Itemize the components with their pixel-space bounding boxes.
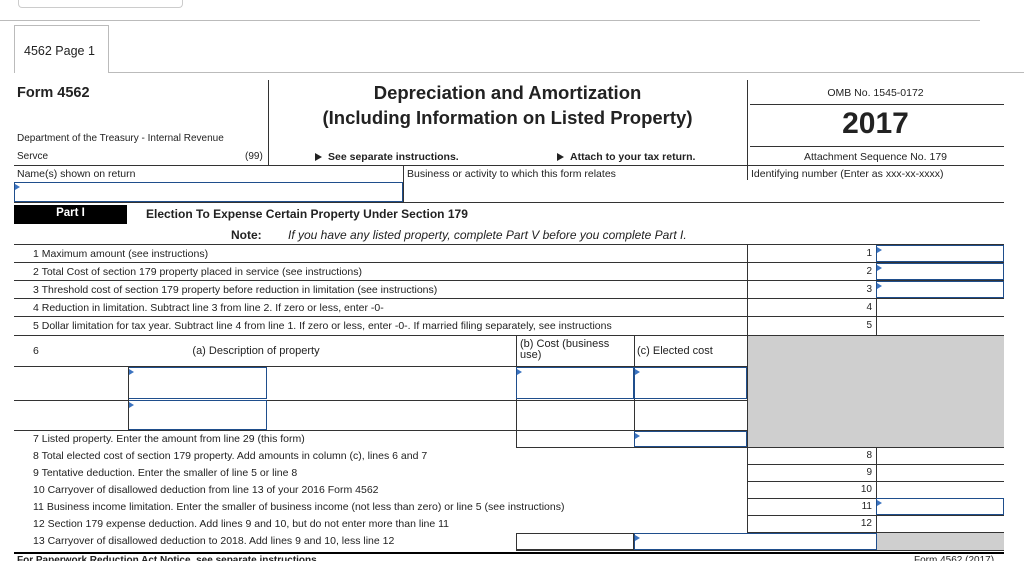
- row2-description-input[interactable]: [128, 400, 267, 430]
- line-num-2: 2: [866, 266, 872, 277]
- dept-line1: Department of the Treasury - Internal Revenue: [17, 133, 224, 144]
- line-4-value: [877, 299, 1004, 316]
- line-3: 3 Threshold cost of section 179 property before reduction in limitation (see instructions): [33, 284, 438, 296]
- line-1-input[interactable]: [876, 245, 1004, 262]
- tax-year: 2017: [842, 107, 909, 140]
- row1-elected-input[interactable]: [634, 367, 747, 399]
- dept-line2: Servce: [17, 151, 49, 162]
- col-a-header: (a) Description of property: [192, 345, 320, 357]
- line-6: 6: [33, 345, 39, 357]
- line-3-input[interactable]: [876, 281, 1004, 298]
- line-11-input[interactable]: [876, 498, 1004, 515]
- line-13-input[interactable]: [634, 533, 877, 550]
- line-num-5: 5: [866, 320, 872, 331]
- col-c-header: (c) Elected cost: [637, 345, 713, 357]
- name-input[interactable]: [14, 182, 403, 202]
- line-num-12: 12: [860, 518, 872, 529]
- see-instructions: [315, 151, 459, 163]
- line-2: 2 Total Cost of section 179 property placed in service (see instructions): [33, 266, 362, 278]
- col-b-header: (b) Cost (business use): [520, 338, 610, 361]
- line-num-10: 10: [860, 484, 872, 495]
- line-7-input[interactable]: [634, 431, 747, 447]
- attachment-sequence: Attachment Sequence No. 179: [803, 151, 947, 163]
- note-text: If you have any listed property, complete Part V before you complete Part I.: [288, 228, 687, 242]
- line-13-shaded: [877, 533, 1004, 550]
- line-2-input[interactable]: [876, 263, 1004, 280]
- line-9: 9 Tentative deduction. Enter the smaller of line 5 or line 8: [33, 467, 298, 479]
- attach-return: [557, 151, 695, 163]
- form-number: Form 4562: [17, 85, 90, 101]
- line-11: 11 Business income limitation. Enter the smaller of business income (not less than zero) or line 5 (see instructions): [33, 501, 565, 513]
- business-label: Business or activity to which this form relates: [407, 168, 616, 180]
- line-5-value: [877, 317, 1004, 335]
- line-10: 10 Carryover of disallowed deduction from line 13 of your 2016 Form 4562: [33, 484, 379, 496]
- arrow-icon: [557, 153, 564, 161]
- part1-tag-text: Part I: [56, 207, 85, 219]
- line-5: 5 Dollar limitation for tax year. Subtract line 4 from line 1. If zero or less, enter -0-. If married filing separately, see instructions: [33, 320, 612, 332]
- id-label: Identifying number (Enter as xxx-xx-xxxx): [751, 168, 944, 180]
- line-num-1: 1: [866, 248, 872, 259]
- omb-number: OMB No. 1545-0172: [827, 87, 924, 99]
- dept-code: (99): [245, 151, 263, 162]
- row1-description-input[interactable]: [128, 367, 267, 399]
- form-subtitle: (Including Information on Listed Property): [322, 107, 693, 128]
- line-12: 12 Section 179 expense deduction. Add lines 9 and 10, but do not enter more than line 11: [33, 518, 450, 530]
- line-num-9: 9: [866, 467, 872, 478]
- name-label: Name(s) shown on return: [17, 168, 136, 180]
- part1-title: Election To Expense Certain Property Under Section 179: [146, 207, 468, 221]
- arrow-icon: [315, 153, 322, 161]
- line-1: 1 Maximum amount (see instructions): [33, 248, 209, 260]
- line-num-4: 4: [866, 302, 872, 313]
- row1-cost-input[interactable]: [516, 367, 634, 399]
- form-title: Depreciation and Amortization: [373, 82, 642, 103]
- line-num-8: 8: [866, 450, 872, 461]
- attach-return-text: Attach to your tax return.: [570, 151, 696, 163]
- tab-4562-page-1[interactable]: [14, 25, 109, 73]
- shaded-area: [748, 336, 1004, 447]
- see-instructions-text: See separate instructions.: [328, 151, 459, 163]
- line-num-3: 3: [866, 284, 872, 295]
- tab-label: 4562 Page 1: [24, 44, 95, 58]
- line-8: 8 Total elected cost of section 179 property. Add amounts in column (c), lines 6 and 7: [33, 450, 428, 462]
- top-tab-stub[interactable]: [18, 0, 183, 8]
- line-13: 13 Carryover of disallowed deduction to 2018. Add lines 9 and 10, less line 12: [33, 535, 395, 547]
- bottom-edge: [0, 561, 1024, 568]
- line-num-11: 11: [861, 501, 872, 512]
- note-label: Note:: [231, 228, 262, 242]
- line-4: 4 Reduction in limitation. Subtract line 3 from line 2. If zero or less, enter -0-: [33, 302, 384, 314]
- line-7: 7 Listed property. Enter the amount from line 29 (this form): [33, 433, 305, 445]
- line-13-box-left: [516, 533, 634, 550]
